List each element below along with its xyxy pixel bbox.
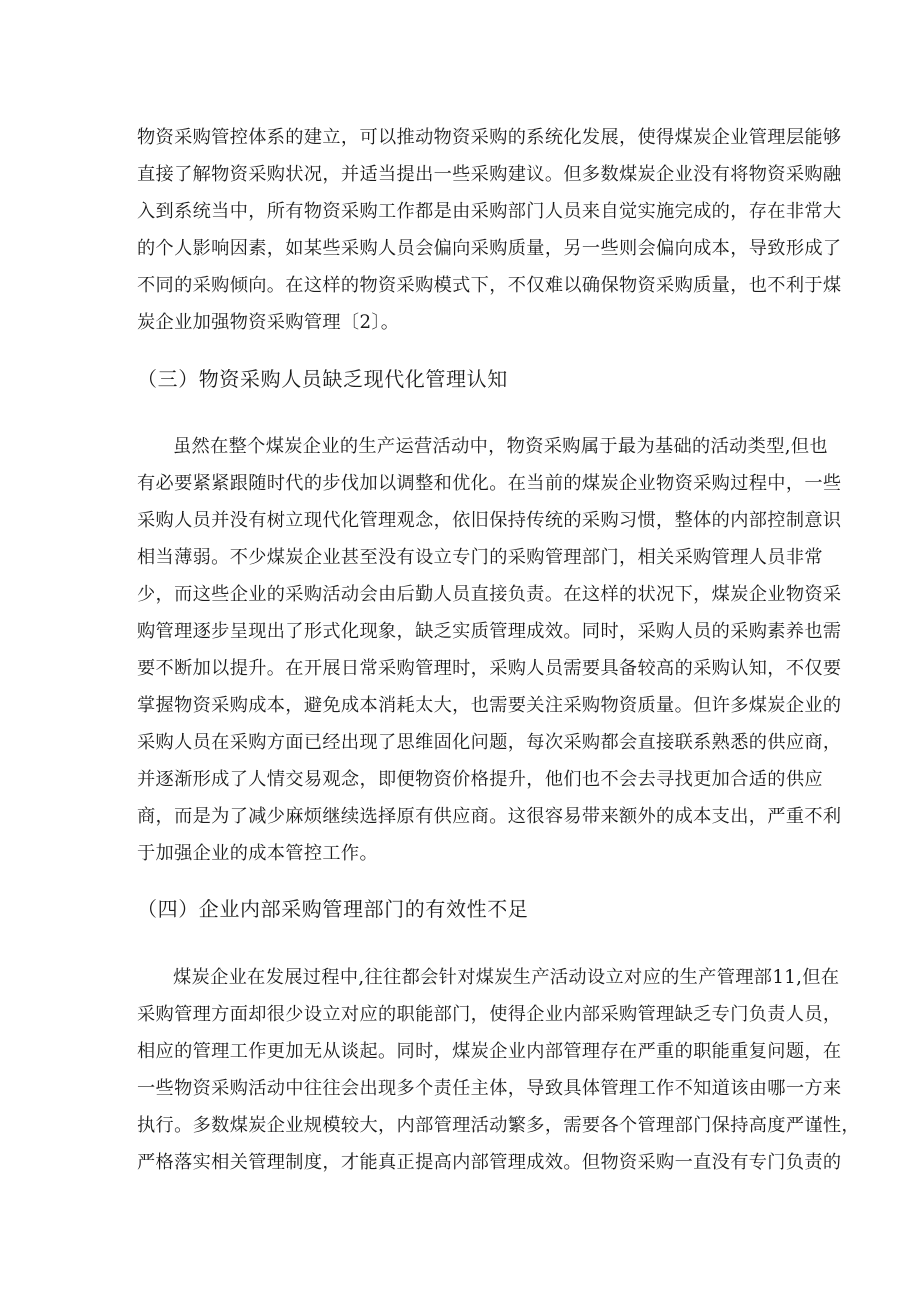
paragraph-line: 的个人影响因素，如某些采购人员会偏向采购质量，另一些则会偏向成本，导致形成了	[137, 238, 842, 259]
paragraph-line: 掌握物资采购成本，避免成本消耗太大，也需要关注采购物资质量。但许多煤炭企业的	[137, 695, 842, 716]
paragraph-line: 执行。多数煤炭企业规模较大，内部管理活动繁多，需要各个管理部门保持高度严谨性，	[137, 1115, 860, 1136]
paragraph-line: 采购管理方面却很少设立对应的职能部门，使得企业内部采购管理缺乏专门负责人员，	[137, 1004, 842, 1025]
paragraph-line: 有必要紧紧跟随时代的步伐加以调整和优化。在当前的煤炭企业物资采购过程中，一些	[137, 473, 842, 494]
paragraph-line: 采购人员并没有树立现代化管理观念，依旧保持传统的采购习惯，整体的内部控制意识	[137, 510, 842, 531]
paragraph-line: 少，而这些企业的采购活动会由后勤人员直接负责。在这样的状况下，煤炭企业物资采	[137, 584, 842, 605]
paragraph-line: 相应的管理工作更加无从谈起。同时，煤炭企业内部管理存在严重的职能重复问题，在	[137, 1041, 842, 1062]
paragraph-line: 并逐渐形成了人情交易观念，即便物资价格提升，他们也不会去寻找更加合适的供应	[137, 769, 823, 790]
paragraph-line: 商，而是为了减少麻烦继续选择原有供应商。这很容易带来额外的成本支出，严重不利	[137, 806, 842, 827]
paragraph-line: 严格落实相关管理制度，才能真正提高内部管理成效。但物资采购一直没有专门负责的	[137, 1152, 842, 1173]
paragraph-line: 一些物资采购活动中往往会出现多个责任主体，导致具体管理工作不知道该由哪一方来	[137, 1078, 842, 1099]
paragraph-line: 物资采购管控体系的建立，可以推动物资采购的系统化发展，使得煤炭企业管理层能够	[137, 127, 842, 148]
section-heading: （三）物资采购人员缺乏现代化管理认知	[137, 367, 508, 391]
paragraph-line: 炭企业加强物资采购管理〔2〕。	[137, 312, 400, 333]
paragraph-line: 采购人员在采购方面已经出现了思维固化问题，每次采购都会直接联系熟悉的供应商，	[137, 732, 842, 753]
paragraph-line: 不同的采购倾向。在这样的物资采购模式下，不仅难以确保物资采购质量，也不利于煤	[137, 275, 842, 296]
paragraph-line: 要不断加以提升。在开展日常采购管理时，采购人员需要具备较高的采购认知，不仅要	[137, 658, 842, 679]
paragraph-line: 购管理逐步呈现出了形式化现象，缺乏实质管理成效。同时，采购人员的采购素养也需	[137, 621, 842, 642]
paragraph-line: 入到系统当中，所有物资采购工作都是由采购部门人员来自觉实施完成的，存在非常大	[137, 201, 842, 222]
paragraph-line: 于加强企业的成本管控工作。	[137, 843, 378, 864]
paragraph-line: 虽然在整个煤炭企业的生产运营活动中，物资采购属于最为基础的活动类型,但也	[173, 436, 828, 457]
paragraph-line: 直接了解物资采购状况，并适当提出一些采购建议。但多数煤炭企业没有将物资采购融	[137, 164, 842, 185]
section-heading: （四）企业内部采购管理部门的有效性不足	[137, 897, 529, 921]
paragraph-line: 相当薄弱。不少煤炭企业甚至没有设立专门的采购管理部门，相关采购管理人员非常	[137, 547, 823, 568]
paragraph-line: 煤炭企业在发展过程中,往往都会针对煤炭生产活动设立对应的生产管理部11,但在	[173, 967, 840, 988]
